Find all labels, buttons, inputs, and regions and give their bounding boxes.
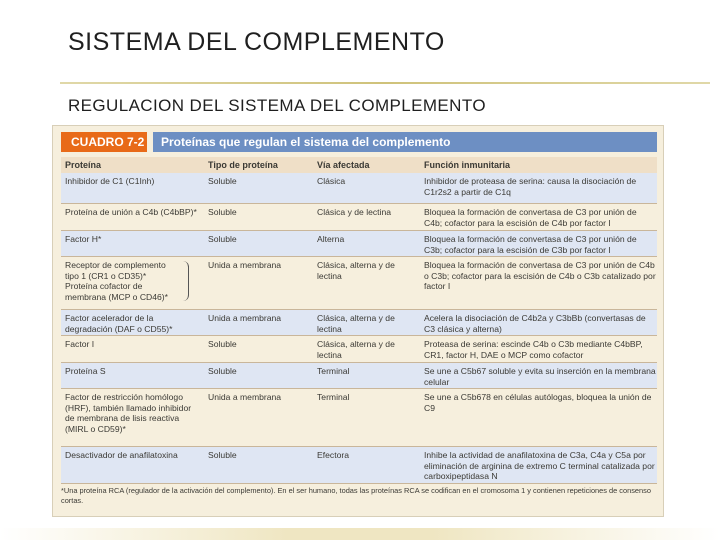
- table-caption: [53, 126, 663, 158]
- cell-protein: Factor H*: [65, 234, 102, 244]
- cell-protein: Factor I: [65, 339, 95, 349]
- table-footnote: *Una proteína RCA (regulador de la activación del complemento). En el ser humano, todas las proteínas RCA se codifican en el cromosoma 1 y contienen repeticiones de consenso cortas.: [61, 486, 651, 505]
- table-row: [61, 204, 657, 231]
- cell-protein: Proteína S: [65, 366, 106, 376]
- header-pathway: Vía afectada: [317, 160, 370, 170]
- cell-pathway: Terminal: [317, 392, 350, 402]
- cell-pathway: Alterna: [317, 234, 345, 244]
- cell-protein: Factor de restricción homólogo (HRF), también llamado inhibidor de membrana de lisis reactiva (MIRL o CD59)*: [65, 392, 192, 434]
- cell-function: Inhibidor de proteasa de serina: causa la disociación de C1r2s2 a partir de C1q: [424, 176, 637, 197]
- cell-pathway: Clásica, alterna y de lectina: [317, 313, 395, 334]
- table-row: [61, 257, 657, 310]
- slide-subtitle: REGULACION DEL SISTEMA DEL COMPLEMENTO: [68, 96, 486, 115]
- header-function: Función inmunitaria: [424, 160, 511, 170]
- cell-function: Se une a C5b67 soluble y evita su inserción en la membrana celular: [424, 366, 656, 387]
- cell-protein: Proteína de unión a C4b (C4bBP)*: [65, 207, 197, 217]
- cell-function: Se une a C5b678 en células autólogas, bloquea la unión de C9: [424, 392, 652, 413]
- cell-pathway: Clásica, alterna y de lectina: [317, 339, 395, 360]
- cell-type: Soluble: [208, 366, 237, 376]
- table-row: [61, 336, 657, 363]
- cell-type: Soluble: [208, 176, 237, 186]
- cell-type: Soluble: [208, 339, 237, 349]
- cell-function: Proteasa de serina: escinde C4b o C3b mediante C4bBP, CR1, factor H, DAE o MCP como cofactor: [424, 339, 643, 360]
- table-row: [61, 231, 657, 257]
- cell-function: Bloquea la formación de convertasa de C3 por unión de C4b o C3b; cofactor para la escisión de C4b o C3b catalizado por factor I: [424, 260, 656, 292]
- cell-type: Soluble: [208, 234, 237, 244]
- header-protein: Proteína: [65, 160, 102, 170]
- cell-type: Soluble: [208, 207, 237, 217]
- cell-pathway: Terminal: [317, 366, 350, 376]
- table-row: [61, 363, 657, 389]
- table-row: [61, 310, 657, 336]
- title-divider: [60, 82, 710, 84]
- cell-protein: Receptor de complemento tipo 1 (CR1 o CD35)* Proteína cofactor de membrana (MCP o CD46)*: [65, 260, 168, 302]
- cell-pathway: Clásica, alterna y de lectina: [317, 260, 395, 281]
- cell-protein: Inhibidor de C1 (C1Inh): [65, 176, 155, 186]
- brace-icon: [182, 261, 189, 301]
- cell-pathway: Clásica: [317, 176, 346, 186]
- cell-pathway: Efectora: [317, 450, 350, 460]
- cell-type: Unida a membrana: [208, 260, 282, 270]
- slide-title: SISTEMA DEL COMPLEMENTO: [68, 28, 445, 56]
- table-title: Proteínas que regulan el sistema del complemento: [153, 132, 657, 152]
- cell-type: Soluble: [208, 450, 237, 460]
- table-row: [61, 447, 657, 484]
- cell-function: Acelera la disociación de C4b2a y C3bBb (convertasas de C3 clásica y alterna): [424, 313, 646, 334]
- cell-protein: Factor acelerador de la degradación (DAF o CD55)*: [65, 313, 173, 334]
- table-header: [61, 157, 657, 174]
- cell-type: Unida a membrana: [208, 392, 282, 402]
- cell-pathway: Clásica y de lectina: [317, 207, 392, 217]
- table-row: [61, 173, 657, 204]
- table-label: CUADRO 7-2: [61, 132, 147, 152]
- slide-footer-band: [0, 528, 720, 540]
- cell-protein: Desactivador de anafilatoxina: [65, 450, 178, 460]
- header-type: Tipo de proteína: [208, 160, 278, 170]
- cell-type: Unida a membrana: [208, 313, 282, 323]
- table-row: [61, 389, 657, 447]
- cell-function: Inhibe la actividad de anafilatoxina de C3a, C4a y C5a por eliminación de arginina de extremo C terminal catalizada por carboxipeptidasa N: [424, 450, 655, 482]
- cell-function: Bloquea la formación de convertasa de C3 por unión de C4b; cofactor para la escisión de C4b por factor I: [424, 207, 637, 228]
- cell-function: Bloquea la formación de convertasa de C3 por unión de C3b; cofactor para la escisión de C3b por factor I: [424, 234, 637, 255]
- table-image: [52, 125, 664, 517]
